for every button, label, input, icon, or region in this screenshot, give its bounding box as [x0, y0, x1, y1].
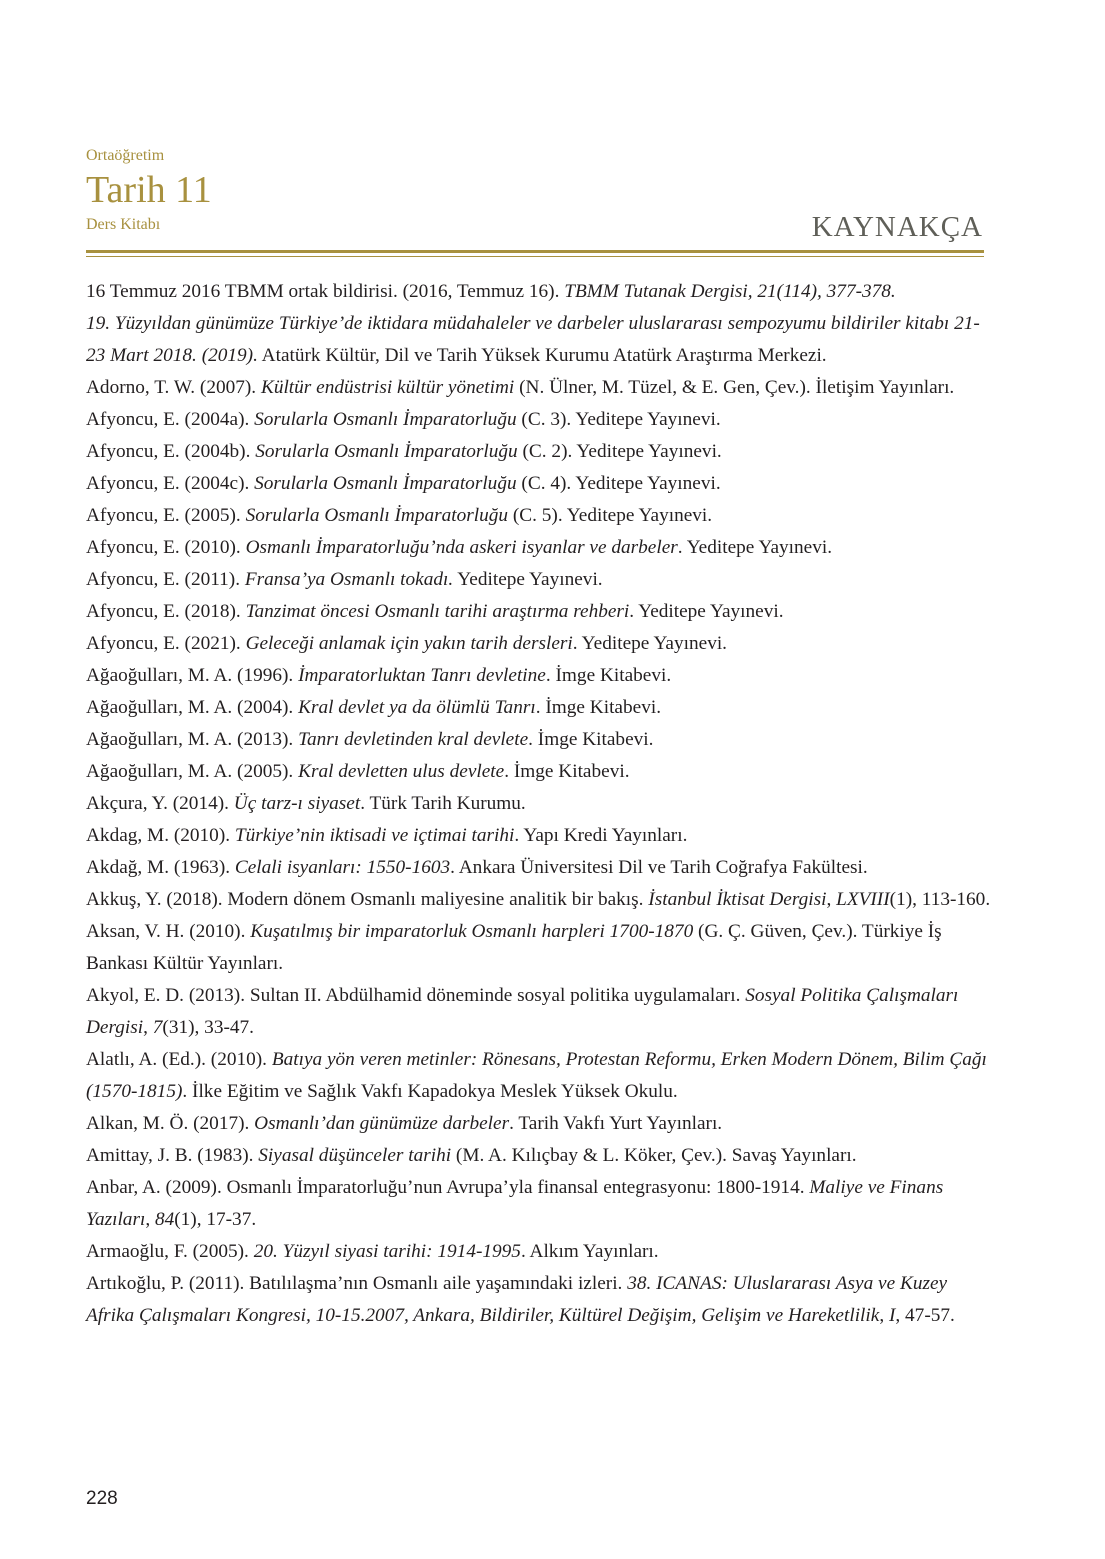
reference-entry: [86, 916, 991, 980]
reference-title-segment: 20. Yüzyıl siyasi tarihi: 1914-1995: [253, 1241, 521, 1262]
reference-entry: [86, 564, 991, 596]
reference-text-segment: Akkuş, Y. (2018). Modern dönem Osmanlı maliyesine analitik bir bakış.: [86, 889, 649, 910]
reference-title-segment: 19. Yüzyıldan günümüze Türkiye’de iktidara müdahaleler ve darbeler uluslararası sempozyumu bildiriler kitabı 21-23 Mart 2018. (2019).: [86, 313, 980, 366]
reference-title-segment: İstanbul İktisat Dergisi: [648, 889, 827, 910]
reference-text-segment: Akdağ, M. (1963).: [86, 857, 235, 878]
reference-entry: [86, 1268, 991, 1332]
reference-title-segment: 38. ICANAS: Uluslararası Asya ve Kuzey Afrika Çalışmaları Kongresi, 10-15.2007, Ankara, Bildiriler, Kültürel Değişim, Gelişim ve Hareketlilik: [86, 1273, 948, 1326]
reference-text-segment: . İmge Kitabevi.: [545, 665, 672, 686]
reference-entry: [86, 436, 991, 468]
reference-text-segment: (C. 3). Yeditepe Yayınevi.: [516, 409, 721, 430]
reference-title-segment: Osmanlı’dan günümüze darbeler: [254, 1113, 510, 1134]
reference-text-segment: . İmge Kitabevi.: [528, 729, 654, 750]
reference-title-segment: İmparatorluktan Tanrı devletine: [298, 665, 546, 686]
reference-title-segment: Sorularla Osmanlı İmparatorluğu: [255, 441, 518, 462]
reference-text-segment: ,: [143, 1017, 153, 1038]
reference-text-segment: (1), 113-160.: [889, 889, 991, 910]
reference-title-segment: Geleceği anlamak için yakın tarih dersleri: [245, 633, 573, 654]
reference-text-segment: . Tarih Vakfı Yurt Yayınları.: [509, 1113, 723, 1134]
reference-entry: [86, 500, 991, 532]
reference-entry: [86, 788, 991, 820]
reference-text-segment: Atatürk Kültür, Dil ve Tarih Yüksek Kurumu Atatürk Araştırma Merkezi.: [257, 345, 827, 366]
book-title: Tarih 11: [86, 169, 212, 211]
reference-title-segment: Tanrı devletinden kral devlete: [298, 729, 529, 750]
reference-text-segment: Akdag, M. (2010).: [86, 825, 235, 846]
reference-text-segment: (G. Ç. Güven, Çev.). Türkiye İş Bankası Kültür Yayınları.: [86, 921, 942, 974]
book-series: Ortaöğretim: [86, 147, 165, 164]
reference-entry: [86, 372, 991, 404]
reference-text-segment: Afyoncu, E. (2021).: [86, 633, 246, 654]
reference-text-segment: Ağaoğulları, M. A. (2005).: [86, 761, 299, 782]
reference-text-segment: Aksan, V. H. (2010).: [86, 921, 251, 942]
reference-text-segment: . İmge Kitabevi.: [504, 761, 630, 782]
reference-text-segment: Afyoncu, E. (2010).: [86, 537, 246, 558]
reference-title-segment: Siyasal düşünceler tarihi: [258, 1145, 452, 1166]
reference-entry: [86, 468, 991, 500]
book-header: [86, 146, 212, 235]
reference-entry: [86, 308, 991, 372]
reference-text-segment: Ağaoğulları, M. A. (2013).: [86, 729, 299, 750]
reference-title-segment: Fransa’ya Osmanlı tokadı.: [244, 569, 454, 590]
reference-text-segment: Adorno, T. W. (2007).: [86, 377, 261, 398]
reference-text-segment: . Yeditepe Yayınevi.: [629, 601, 784, 622]
reference-entry: [86, 1140, 991, 1172]
reference-text-segment: . Yapı Kredi Yayınları.: [514, 825, 688, 846]
reference-title-segment: TBMM Tutanak Dergisi, 21(114), 377-378.: [564, 281, 896, 302]
reference-text-segment: Afyoncu, E. (2011).: [86, 569, 245, 590]
reference-text-segment: (31), 33-47.: [162, 1017, 254, 1038]
reference-text-segment: Afyoncu, E. (2004b).: [86, 441, 256, 462]
reference-entry: [86, 852, 991, 884]
reference-text-segment: Yeditepe Yayınevi.: [453, 569, 603, 590]
reference-text-segment: . İlke Eğitim ve Sağlık Vakfı Kapadokya Meslek Yüksek Okulu.: [182, 1081, 678, 1102]
reference-text-segment: . Türk Tarih Kurumu.: [360, 793, 526, 814]
reference-text-segment: Ağaoğulları, M. A. (2004).: [86, 697, 299, 718]
reference-entry: [86, 980, 991, 1044]
reference-text-segment: Akçura, Y. (2014).: [86, 793, 234, 814]
reference-title-segment: I: [888, 1305, 896, 1326]
reference-text-segment: ,: [145, 1209, 155, 1230]
reference-text-segment: . Yeditepe Yayınevi.: [677, 537, 833, 558]
reference-title-segment: Sosyal Politika Çalışmaları Dergisi: [86, 985, 959, 1038]
reference-entry: [86, 596, 991, 628]
reference-title-segment: Kral devletten ulus devlete: [298, 761, 505, 782]
reference-title-segment: Sorularla Osmanlı İmparatorluğu: [245, 505, 509, 526]
reference-text-segment: Alkan, M. Ö. (2017).: [86, 1113, 255, 1134]
reference-text-segment: . Alkım Yayınları.: [520, 1241, 659, 1262]
reference-entry: [86, 660, 991, 692]
reference-title-segment: Sorularla Osmanlı İmparatorluğu: [254, 473, 517, 494]
reference-text-segment: (1), 17-37.: [174, 1209, 257, 1230]
reference-title-segment: Kültür endüstrisi kültür yönetimi: [260, 377, 515, 398]
header-rule-thin: [86, 256, 984, 257]
reference-text-segment: Ağaoğulları, M. A. (1996).: [86, 665, 299, 686]
reference-title-segment: LXVIII: [836, 889, 890, 910]
reference-entry: [86, 1044, 991, 1108]
reference-entry: [86, 756, 991, 788]
reference-entry: [86, 1172, 991, 1236]
reference-title-segment: Türkiye’nin iktisadi ve içtimai tarihi: [234, 825, 515, 846]
reference-text-segment: Afyoncu, E. (2005).: [86, 505, 246, 526]
reference-text-segment: (M. A. Kılıçbay & L. Köker, Çev.). Savaş Yayınları.: [451, 1145, 857, 1166]
reference-entry: [86, 532, 991, 564]
reference-entry: [86, 692, 991, 724]
reference-text-segment: . Yeditepe Yayınevi.: [572, 633, 728, 654]
reference-text-segment: (C. 4). Yeditepe Yayınevi.: [516, 473, 721, 494]
reference-entry: [86, 404, 991, 436]
reference-text-segment: Artıkoğlu, P. (2011). Batılılaşma’nın Osmanlı aile yaşamındaki izleri.: [86, 1273, 628, 1294]
reference-text-segment: Afyoncu, E. (2004c).: [86, 473, 255, 494]
reference-text-segment: Anbar, A. (2009). Osmanlı İmparatorluğu’nun Avrupa’yla finansal entegrasyonu: 1800-1914.: [86, 1177, 810, 1198]
reference-text-segment: Armaoğlu, F. (2005).: [86, 1241, 254, 1262]
reference-title-segment: Sorularla Osmanlı İmparatorluğu: [254, 409, 517, 430]
reference-entry: [86, 820, 991, 852]
reference-title-segment: 84: [154, 1209, 175, 1230]
reference-text-segment: , 47-57.: [895, 1305, 955, 1326]
reference-title-segment: Maliye ve Finans Yazıları: [86, 1177, 944, 1230]
reference-title-segment: 7: [152, 1017, 163, 1038]
page-number: 228: [86, 1488, 118, 1509]
reference-text-segment: Afyoncu, E. (2018).: [86, 601, 246, 622]
reference-title-segment: Osmanlı İmparatorluğu’nda askeri isyanlar ve darbeler: [245, 537, 678, 558]
reference-text-segment: (C. 2). Yeditepe Yayınevi.: [517, 441, 722, 462]
reference-entry: [86, 628, 991, 660]
reference-list: [86, 276, 991, 1332]
book-subtitle: Ders Kitabı: [86, 216, 161, 233]
reference-title-segment: Celali isyanları: 1550-1603: [234, 857, 451, 878]
reference-text-segment: 16 Temmuz 2016 TBMM ortak bildirisi. (2016, Temmuz 16).: [86, 281, 565, 302]
reference-text-segment: (N. Ülner, M. Tüzel, & E. Gen, Çev.). İletişim Yayınları.: [514, 377, 955, 398]
reference-title-segment: Tanzimat öncesi Osmanlı tarihi araştırma rehberi: [245, 601, 630, 622]
reference-text-segment: . Ankara Üniversitesi Dil ve Tarih Coğrafya Fakültesi.: [450, 857, 868, 878]
reference-title-segment: Üç tarz-ı siyaset: [233, 793, 361, 814]
reference-entry: [86, 1108, 991, 1140]
reference-text-segment: (C. 5). Yeditepe Yayınevi.: [508, 505, 713, 526]
reference-entry: [86, 1236, 991, 1268]
reference-title-segment: Kral devlet ya da ölümlü Tanrı: [298, 697, 536, 718]
reference-entry: [86, 884, 991, 916]
reference-text-segment: Amittay, J. B. (1983).: [86, 1145, 259, 1166]
section-title: KAYNAKÇA: [811, 211, 983, 243]
reference-entry: [86, 276, 991, 308]
reference-text-segment: Afyoncu, E. (2004a).: [86, 409, 255, 430]
reference-entry: [86, 724, 991, 756]
reference-text-segment: ,: [826, 889, 837, 910]
header-rule-thick: [86, 250, 984, 253]
reference-title-segment: Batıya yön veren metinler: Rönesans, Protestan Reformu, Erken Modern Dönem, Bilim Çağı (1570-1815): [86, 1049, 987, 1102]
reference-text-segment: ,: [879, 1305, 889, 1326]
reference-text-segment: . İmge Kitabevi.: [535, 697, 662, 718]
reference-title-segment: Kuşatılmış bir imparatorluk Osmanlı harpleri 1700-1870: [250, 921, 694, 942]
reference-text-segment: Akyol, E. D. (2013). Sultan II. Abdülhamid döneminde sosyal politika uygulamaları.: [86, 985, 746, 1006]
reference-text-segment: Alatlı, A. (Ed.). (2010).: [86, 1049, 272, 1070]
